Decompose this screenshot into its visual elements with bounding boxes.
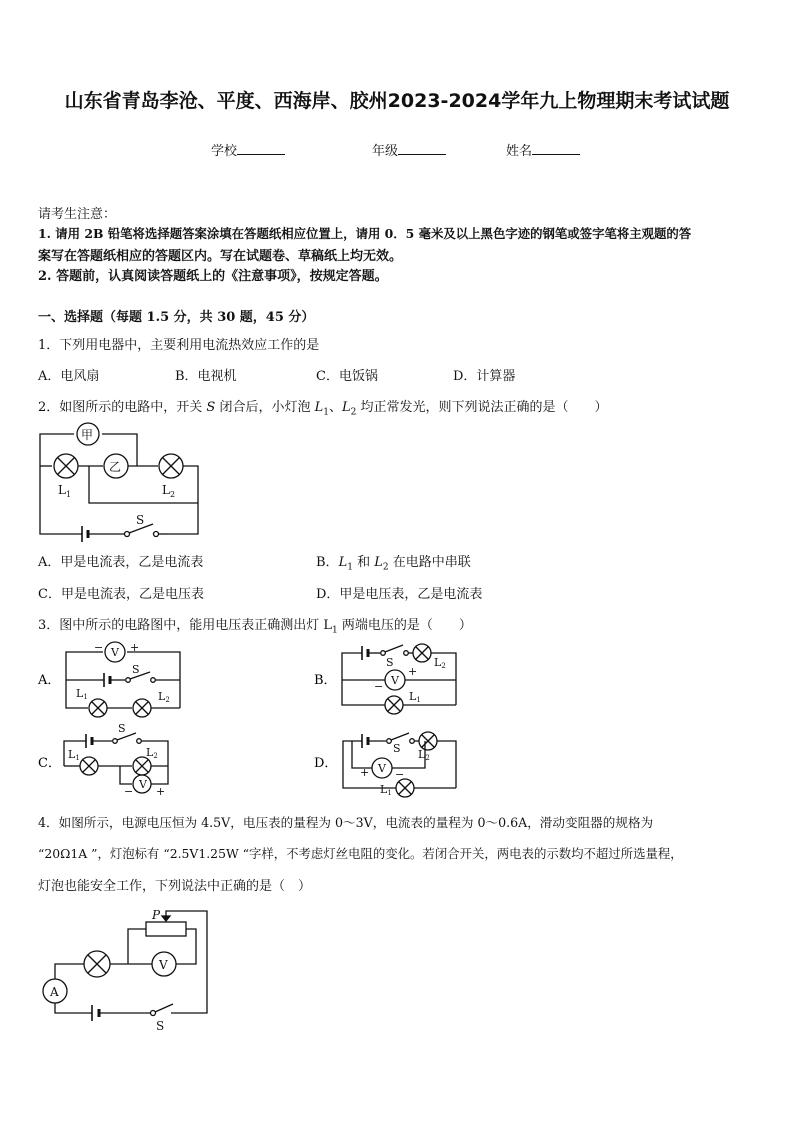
svg-text:+: + <box>156 785 166 798</box>
q2-l2-label: $L_2$ <box>162 483 176 499</box>
svg-text:L1: L1 <box>76 687 88 701</box>
svg-text:L1: L1 <box>380 783 392 797</box>
q4-circuit <box>43 911 207 1021</box>
q2-s-label: S <box>136 513 145 527</box>
svg-text:V: V <box>139 778 147 791</box>
q4-s-label: S <box>156 1019 165 1033</box>
q4-p-label: P <box>152 908 161 922</box>
grade-label: 年级 <box>372 144 399 159</box>
q3-label-a: A． <box>38 673 61 688</box>
svg-text:S: S <box>132 663 140 676</box>
notice-item1-line2: 案写在答题纸相应的答题区内。写在试题卷、草稿纸上均无效。 <box>38 249 403 264</box>
svg-text:V: V <box>378 762 386 775</box>
q2-yi-label: 乙 <box>109 460 122 474</box>
q2-option-b: B．$L_1$ 和 $L_2$ 在电路中串联 <box>316 555 471 573</box>
page-title: 山东省青岛李沧、平度、西海岸、胶州2023-2024学年九上物理期末考试试题 <box>64 90 730 112</box>
q2-l1-label: $L_1$ <box>58 483 72 499</box>
notice-heading: 请考生注意： <box>38 207 117 222</box>
q4-v-label: V <box>159 958 168 972</box>
svg-text:L1: L1 <box>68 748 80 762</box>
svg-text:+: + <box>360 766 370 779</box>
q1-stem: 1．下列用电器中，主要利用电流热效应工作的是 <box>38 338 320 353</box>
svg-text:−: − <box>124 785 134 798</box>
svg-text:−: − <box>374 680 384 693</box>
svg-text:S: S <box>393 742 401 755</box>
school-label: 学校 <box>211 144 238 159</box>
q2-option-a: A．甲是电流表，乙是电流表 <box>38 555 204 570</box>
svg-text:+: + <box>408 665 418 678</box>
q3-circuit-c <box>64 733 168 793</box>
q1-option-b: B．电视机 <box>175 369 237 384</box>
svg-text:L2: L2 <box>158 690 170 704</box>
rheostat-icon <box>146 922 186 936</box>
svg-text:S: S <box>118 722 126 735</box>
svg-text:L2: L2 <box>434 656 446 670</box>
q3-label-d: D． <box>314 756 338 771</box>
svg-text:L2: L2 <box>146 746 158 760</box>
q3-circuit-b <box>342 644 456 714</box>
notice-item1-line1: 1. 请用 2B 铅笔将选择题答案涂填在答题纸相应位置上，请用 0．5 毫米及以上黑色字迹的钢笔或签字笔将主观题的答 <box>38 226 692 241</box>
svg-text:+: + <box>130 641 140 654</box>
q3-label-c: C． <box>38 756 61 771</box>
svg-text:L1: L1 <box>409 690 421 704</box>
q2-option-c: C．甲是电流表，乙是电压表 <box>38 587 204 602</box>
q2-option-d: D．甲是电压表，乙是电流表 <box>316 587 483 602</box>
q4-line1: 4．如图所示，电源电压恒为 4.5V，电压表的量程为 0～3V，电流表的量程为 0～0.6A，滑动变阻器的规格为 <box>38 815 654 830</box>
q2-stem: 2．如图所示的电路中，开关 S 闭合后，小灯泡 $L_1$、$L_2$ 均正常发光，则下列说法正确的是（ ） <box>38 400 608 418</box>
q2-jia-label: 甲 <box>81 428 94 442</box>
q1-option-d: D．计算器 <box>453 369 516 384</box>
q4-a-label: A <box>50 985 59 999</box>
svg-text:L2: L2 <box>418 748 430 762</box>
q4-line2: “20Ω1A ”，灯泡标有 “2.5V1.25W “字样，不考虑灯丝电阻的变化。若闭合开关，两电表的示数均不超过所选量程， <box>38 846 683 861</box>
svg-text:−: − <box>395 768 405 781</box>
q4-line3: 灯泡也能安全工作，下列说法中正确的是（ ） <box>38 879 312 894</box>
svg-text:−: − <box>94 641 104 654</box>
q1-option-c: C．电饭锅 <box>316 369 378 384</box>
svg-text:S: S <box>386 656 394 669</box>
name-label: 姓名 <box>506 144 533 159</box>
svg-text:V: V <box>391 674 399 687</box>
q3-stem: 3．图中所示的电路图中，能用电压表正确测出灯 $L_1$ 两端电压的是（ ） <box>38 618 472 636</box>
notice-item2: 2. 答题前，认真阅读答题纸上的《注意事项》，按规定答题。 <box>38 269 388 284</box>
q3a-v: V <box>111 646 119 659</box>
q3-label-b: B． <box>314 673 337 688</box>
section1-heading: 一、选择题（每题 1.5 分，共 30 题，45 分） <box>38 310 315 325</box>
q3-circuit-a <box>66 642 180 717</box>
q1-option-a: A．电风扇 <box>38 369 100 384</box>
